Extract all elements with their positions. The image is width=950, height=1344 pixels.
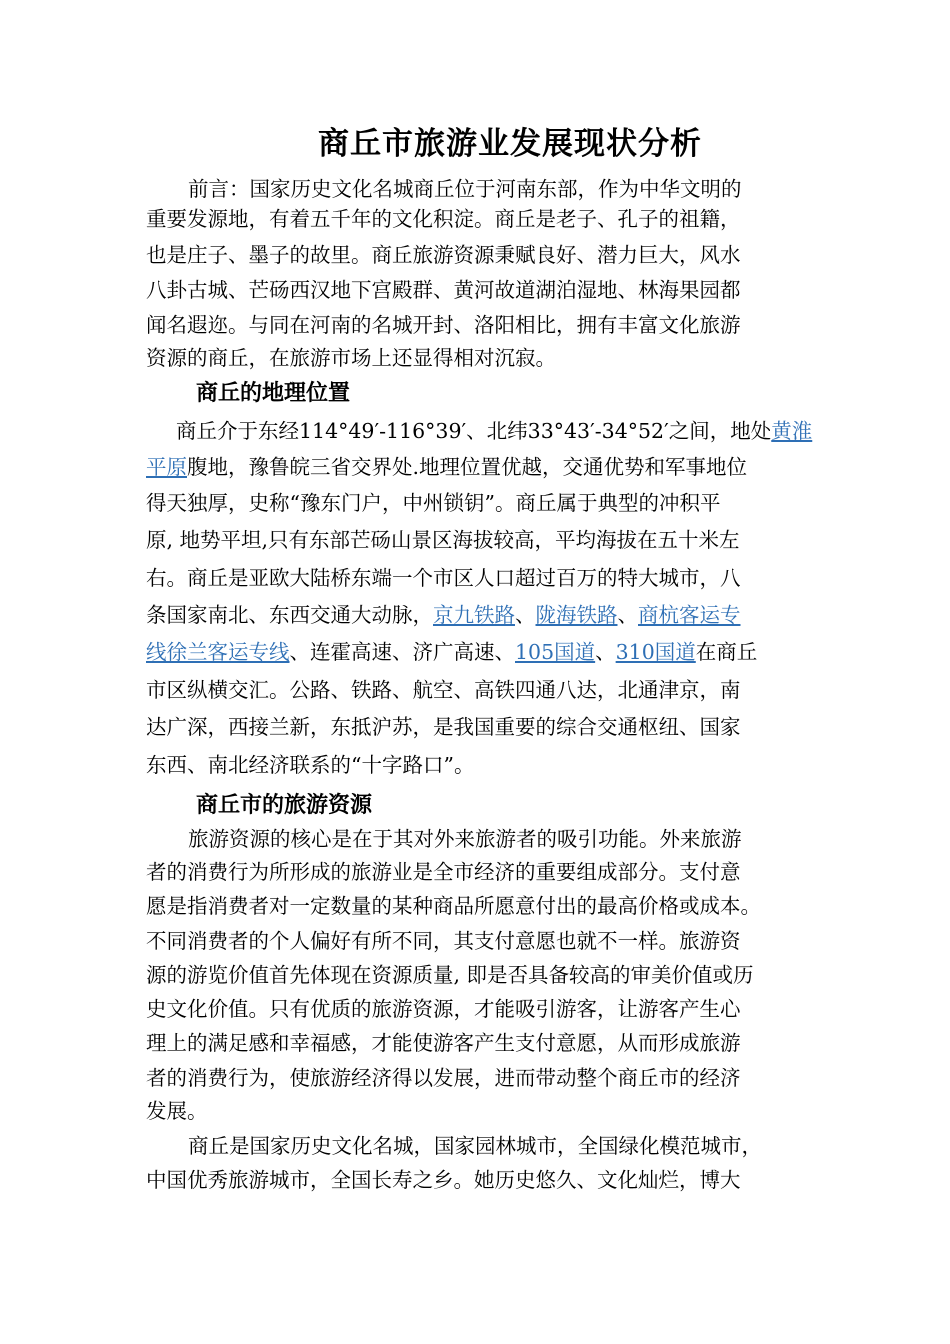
link-national-road-310[interactable]: 310国道 xyxy=(615,640,696,664)
geo-line: 得天独厚，史称“豫东门户，中州锁钥”。商丘属于典型的冲积平 xyxy=(146,491,721,515)
link-longhai-railway[interactable]: 陇海铁路 xyxy=(535,603,618,627)
geo-text: 腹地，豫鲁皖三省交界处.地理位置优越，交通优势和军事地位 xyxy=(187,455,748,479)
intro-line: 闻名遐迩。与同在河南的名城开封、洛阳相比，拥有丰富文化旅游 xyxy=(146,313,741,337)
link-huanghuai[interactable]: 黄淮 xyxy=(771,419,813,443)
tourism-line: 愿是指消费者对一定数量的某种商品所愿意付出的最高价格或成本。 xyxy=(146,894,761,918)
section-heading-tourism: 商丘市的旅游资源 xyxy=(196,792,373,818)
tourism-line: 理上的满足感和幸福感，才能使游客产生支付意愿，从而形成旅游 xyxy=(146,1031,741,1055)
intro-line: 资源的商丘，在旅游市场上还显得相对沉寂。 xyxy=(146,346,556,370)
tourism-line: 源的游览价值首先体现在资源质量, 即是否具备较高的审美价值或历 xyxy=(146,963,754,987)
tourism-line: 史文化价值。只有优质的旅游资源，才能吸引游客，让游客产生心 xyxy=(146,997,741,1021)
tourism-line: 商丘是国家历史文化名城，国家园林城市，全国绿化模范城市， xyxy=(188,1134,762,1158)
separator: 、 xyxy=(617,603,638,627)
separator: 、 xyxy=(515,603,536,627)
geo-line xyxy=(146,602,741,628)
geo-line: 东西、南北经济联系的“十字路口”。 xyxy=(146,753,475,777)
tourism-line: 不同消费者的个人偏好有所不同，其支付意愿也就不一样。旅游资 xyxy=(146,929,741,953)
intro-line: 重要发源地，有着五千年的文化积淀。商丘是老子、孔子的祖籍， xyxy=(146,207,741,231)
document-title: 商丘市旅游业发展现状分析 xyxy=(318,126,702,162)
link-xulan-line[interactable]: 线徐兰客运专线 xyxy=(146,640,290,664)
link-national-road-105[interactable]: 105国道 xyxy=(515,640,596,664)
tourism-line: 者的消费行为所形成的旅游业是全市经济的重要组成部分。支付意 xyxy=(146,860,741,884)
intro-line: 八卦古城、芒砀西汉地下宫殿群、黄河故道湖泊湿地、林海果园都 xyxy=(146,278,741,302)
geo-line: 右。商丘是亚欧大陆桥东端一个市区人口超过百万的特大城市，八 xyxy=(146,566,741,590)
geo-text: 在商丘 xyxy=(695,640,758,664)
tourism-line: 发展。 xyxy=(146,1099,208,1123)
link-pingyuan[interactable]: 平原 xyxy=(146,455,187,479)
geo-line xyxy=(146,454,747,480)
tourism-line: 中国优秀旅游城市，全国长寿之乡。她历史悠久、文化灿烂，博大 xyxy=(146,1168,741,1192)
intro-line: 前言：国家历史文化名城商丘位于河南东部，作为中华文明的 xyxy=(188,177,742,201)
link-shanghang-line[interactable]: 商杭客运专 xyxy=(638,603,741,627)
geo-line xyxy=(146,639,757,665)
geo-text: 、连霍高速、济广高速、 xyxy=(289,640,515,664)
intro-line: 也是庄子、墨子的故里。商丘旅游资源秉赋良好、潜力巨大，风水 xyxy=(146,243,741,267)
section-heading-geography: 商丘的地理位置 xyxy=(196,380,351,406)
link-jingjiu-railway[interactable]: 京九铁路 xyxy=(433,603,515,627)
geo-line: 原, 地势平坦,只有东部芒砀山景区海拔较高，平均海拔在五十米左 xyxy=(146,528,740,552)
geo-line xyxy=(176,418,812,444)
geo-line: 达广深，西接兰新，东抵沪苏，是我国重要的综合交通枢纽、国家 xyxy=(146,715,741,739)
tourism-line: 旅游资源的核心是在于其对外来旅游者的吸引功能。外来旅游 xyxy=(188,827,742,851)
separator: 、 xyxy=(595,640,616,664)
geo-text: 条国家南北、东西交通大动脉， xyxy=(146,603,433,627)
tourism-line: 者的消费行为，使旅游经济得以发展，进而带动整个商丘市的经济 xyxy=(146,1066,741,1090)
geo-text: 商丘介于东经114°49′-116°39′、北纬33°43′-34°52′之间，地处 xyxy=(176,419,772,443)
geo-line: 市区纵横交汇。公路、铁路、航空、高铁四通八达，北通津京，南 xyxy=(146,678,741,702)
